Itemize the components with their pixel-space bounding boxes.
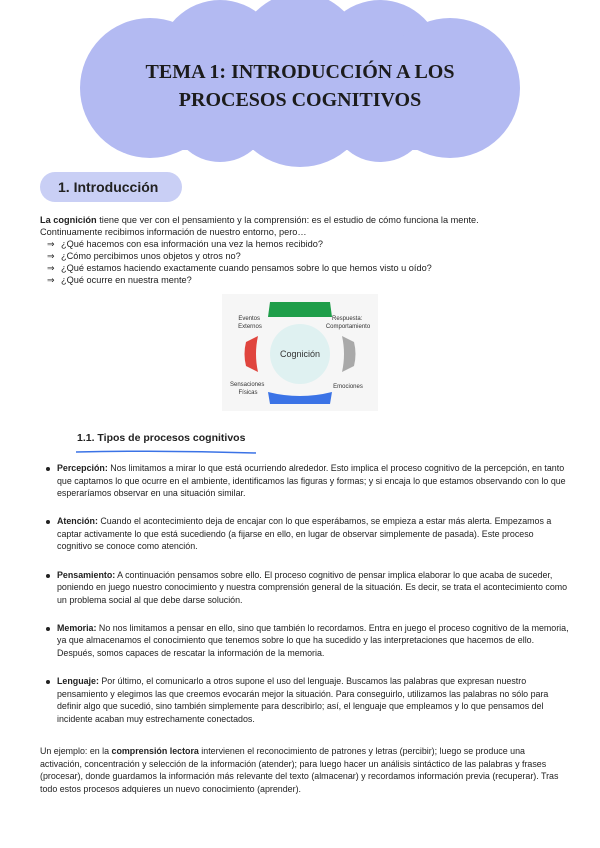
bullet-term: Lenguaje: [57,676,99,687]
intro-definition: tiene que ver con el pensamiento y la comprensión: es el estudio de cómo funciona la mente. [96,215,479,225]
cognition-cycle-diagram [222,294,378,411]
title-line-1: TEMA 1: INTRODUCCIÓN A LOS [145,61,455,83]
arrow-icon: ⇒ [47,275,55,285]
bullet-text: Por último, el comunicarlo a otros supone el uso del lenguaje. Buscamos las palabras que expresan nuestro pensamiento y elegimos las que creemos evocarán mejor la situación. Para conseguirlo, utilizamos las palabras no sólo para definir algo que sucedió, sino también simplemente para describirlo; así, el lenguaje que empleamos y lo que pensamos del incidente acaban muy estrechamente conectados. [57,676,549,724]
list-item [57,515,569,553]
intro-line-1 [40,214,570,226]
list-item [57,569,569,607]
cycle-arc-bottom [268,392,332,404]
bullet-term: Memoria: [57,622,97,633]
intro-term: La cognición [40,215,97,225]
diagram-label-top-left-2: Externos [238,324,262,330]
arrow-icon: ⇒ [47,263,55,273]
question-text: ¿Qué estamos haciendo exactamente cuando pensamos sobre lo que hemos visto u oído? [61,263,432,273]
bullet-text: Cuando el acontecimiento deja de encajar con lo que esperábamos, se empieza a estar más alerta. Empezamos a captar activamente lo que está sucediendo (a fijarse en ello, en lugar de observar simplemente de pasada). Este proceso cognitivo se conoce como atención. [57,516,552,552]
question-item [40,262,570,274]
question-item [40,274,570,286]
subsection-heading: 1.1. Tipos de procesos cognitivos [77,432,246,444]
process-list [40,462,569,741]
example-text: intervienen el reconocimiento de patrones y letras (percibir); luego se produce una activación, concentración y selección de la información (atender); para luego hacer un análisis sintáctico de las palabras y frases (procesar), donde guardamos la información más relevante del texto (almacenar) y recordamos información previa (recuperar). Tras todo estos procesos adquieres un nuevo conocimiento (aprender). [40,746,559,794]
diagram-label-bottom-left-2: Físicas [238,390,258,396]
cycle-arc-top [268,302,332,317]
list-item [57,462,569,500]
question-text: ¿Cómo percibimos unos objetos y otros no? [61,251,241,261]
diagram-label-bottom-left-1: Sensaciones [229,382,265,388]
page-title [90,58,510,114]
list-item [57,622,569,660]
example-lead: Un ejemplo: en la [40,746,112,756]
bullet-term: Pensamiento: [57,569,116,580]
svg-text:Eventos Externos [238,316,262,330]
arrow-icon: ⇒ [47,251,55,261]
cycle-arc-right [342,336,356,372]
question-text: ¿Qué ocurre en nuestra mente? [61,275,192,285]
cycle-svg [222,294,378,411]
diagram-label-top-right-2: Comportamiento [325,324,371,330]
question-item [40,250,570,262]
svg-text:Sensaciones Físicas [230,382,266,396]
section-heading: 1. Introducción [40,172,182,202]
diagram-label-top-left-1: Eventos [238,316,261,322]
intro-paragraph [40,214,570,286]
diagram-center-label: Cognición [279,349,321,359]
cycle-arc-left [245,336,259,372]
bullet-text: A continuación pensamos sobre ello. El proceso cognitivo de pensar implica elaborar lo que acaba de suceder, poniendo en juego nuestro conocimiento y nuestra comprensión general de la situación. Es decir, se trata el acontecimiento como un problema social al que debe darse solución. [57,569,568,605]
question-text: ¿Qué hacemos con esa información una vez la hemos recibido? [61,239,323,249]
bullet-term: Atención: [57,516,98,527]
question-item [40,238,570,250]
diagram-label-top-right-1: Respuesta: [331,316,363,322]
diagram-label-bottom-right: Emociones [333,384,363,390]
bullet-text: Nos limitamos a mirar lo que está ocurriendo alrededor. Esto implica el proceso cognitivo de la percepción, en tanto que captamos lo que ocurre en el ambiente, identificamos las figuras y formas; y si encaja lo que estamos observando con lo que esperaríamos observar en una situación similar. [57,463,566,499]
list-item [57,675,569,725]
intro-line-2: Continuamente recibimos información de nuestro entorno, pero… [40,227,307,237]
example-term: comprensión lectora [111,746,199,756]
svg-text:Respuesta: Comportamient [326,316,371,330]
title-line-2: PROCESOS COGNITIVOS [178,89,422,111]
bullet-term: Percepción: [57,463,108,473]
bullet-text: No nos limitamos a pensar en ello, sino que también lo recordamos. Entra en juego el proceso cognitivo de la memoria, ya que almacenamos el conocimiento que tenemos sobre lo que ha sucedido y las interpretaciones que hacemos de ello. Después, somos capaces de rescatar la información de la memoria. [57,622,569,659]
example-paragraph [40,745,560,795]
arrow-icon: ⇒ [47,239,55,249]
subsection-underline [76,450,256,454]
